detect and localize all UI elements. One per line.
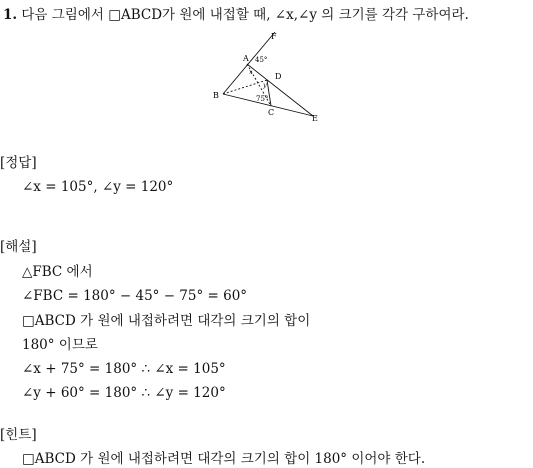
hint-header: [힌트]: [0, 427, 37, 443]
question-text: 다음 그림에서 □ABCD가 원에 내접할 때, ∠x,∠y 의 크기를 각각 구하여라.: [21, 7, 469, 23]
geometry-figure: [205, 28, 330, 124]
diagonal-b-d: [223, 80, 267, 94]
label-angle-45: 45°: [255, 56, 268, 64]
explanation-line: □ABCD 가 원에 내접하려면 대각의 크기의 합이: [22, 313, 311, 329]
label-x: x: [249, 68, 253, 76]
explanation-line: ∠y + 60° = 180° ∴ ∠y = 120°: [22, 385, 226, 401]
label-c: C: [268, 108, 275, 117]
label-angle-75: 75°: [256, 95, 269, 103]
label-d: D: [275, 72, 282, 81]
question-line: [3, 6, 469, 24]
answer-header: [정답]: [0, 155, 37, 171]
answer-text: ∠x = 105°, ∠y = 120°: [22, 179, 174, 195]
label-b: B: [213, 91, 219, 100]
hint-text: □ABCD 가 원에 내접하려면 대각의 크기의 합이 180° 이어야 한다.: [22, 451, 426, 467]
label-y: y: [263, 81, 267, 89]
explanation-line: △FBC 에서: [22, 264, 93, 280]
question-number: 1.: [3, 7, 18, 23]
explanation-line: 180° 이므로: [22, 337, 98, 353]
explanation-header: [해설]: [0, 239, 37, 255]
label-e: E: [312, 114, 318, 123]
label-f: F: [271, 32, 277, 41]
explanation-line: ∠x + 75° = 180° ∴ ∠x = 105°: [22, 361, 226, 377]
explanation-line: ∠FBC = 180° − 45° − 75° = 60°: [22, 288, 248, 304]
label-a: A: [243, 54, 249, 63]
